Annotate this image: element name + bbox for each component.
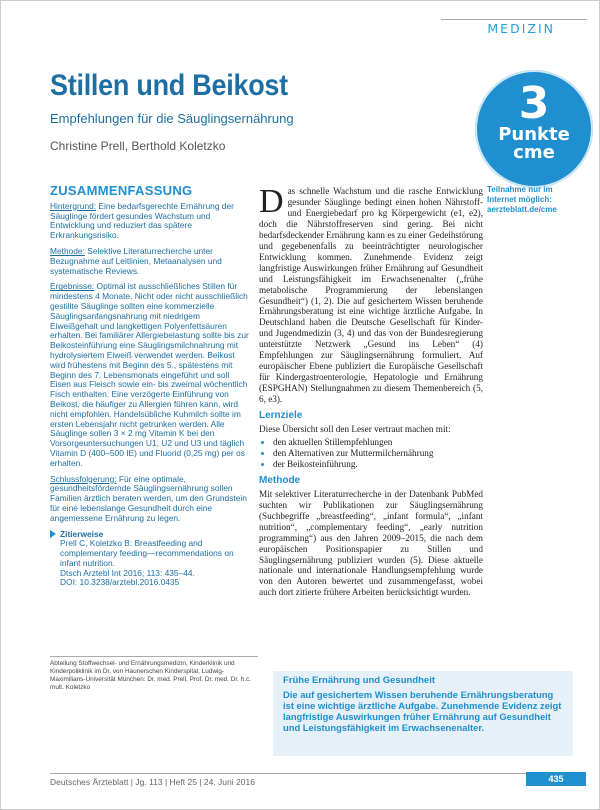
goals-list [259,437,483,470]
body-column [259,183,483,598]
page-number: 435 [526,772,586,786]
page-footer: Deutsches Ärzteblatt | Jg. 113 | Heft 25 | 24. Juni 2016 [50,773,586,787]
cme-points-label: Punkte [498,124,570,145]
citation-heading: Zitierweise [60,528,104,539]
summary-column [50,183,250,588]
list-item: • der Beikosteinführung. [273,459,483,470]
section-label: MEDIZIN [487,21,555,36]
intro-paragraph: Das schnelle Wachstum und die rasche Entwicklung gesunder Säuglinge bedingt einen hohen Nährstoff- und Energiebedarf pro kg Körpergewicht (e1, e2), doch die Nährstoffreserven sind gering. Bei nicht bedarfsdeckender Ernährung kann es zu einer Gedeihstörung und gegebenenfalls zu beeinträchtigter neurologischer Entwicklung kommen. Zunehmende Evidenz zeigt langfristige Auswirkungen früher Ernährung auf Gesundheit und Leistungsfähigkeit im Erwachsenenalter („frühe metabolische Programmierung der lebenslangen Gesundheit“) (1, 2). Die auf gesichertem Wissen beruhende Ernährungsberatung ist eine wichtige ärztliche Aufgabe. In Deutschland haben die Deutsche Gesellschaft für Kinder- und Jugendmedizin (3, 4) und das von der Bundesregierung unterstützte Netzwerk „Gesund ins Leben“ (4) Empfehlungen zur Säuglingsernährung formuliert. Auf europäischer Ebene publiziert die Europäische Gesellschaft für Kindergastroenterologie, Hepatologie und Ernährung (ESPGHAN) Stellungnahmen zu diesem Themenbereich (5, 6, e3). [259,183,483,405]
list-item: • den aktuellen Stillempfehlungen [273,437,483,448]
cme-label: cme [513,142,555,163]
citation-text: Prell C, Koletzko B: Breastfeeding and complementary feeding—recommendations on infant nutrition. [60,538,234,568]
cme-points-number: 3 [518,78,550,129]
callout-heading: Frühe Ernährung und Gesundheit [283,675,435,686]
drop-cap: D [259,183,284,220]
method-heading: Methode [259,474,301,486]
summary-conclusion: Schlussfolgerung: Für eine optimale, gesundheitsfördernde Säuglingsernährung sollen Familien ärztlich beraten werden, um den Grundstein für eine lebenslange Gesundheit durch eine angemessene Ernährung zu legen. [50,473,247,523]
article-subtitle: Empfehlungen für die Säuglingsernährung [50,111,294,126]
cme-note: Teilnahme nur im Internet möglich: aerzteblatt.de/cme [487,185,557,214]
list-item: • den Alternativen zur Muttermilchernährung [273,448,483,459]
cme-link[interactable]: aerzteblatt.de/cme [487,205,557,214]
triangle-bullet-icon [50,530,56,538]
article-title: Stillen und Beikost [50,69,288,102]
article-authors: Christine Prell, Berthold Koletzko [50,139,226,153]
citation-journal: Dtsch Arztebl Int 2016; 113: 435–44. [60,567,195,578]
affiliation-note: Abteilung Stoffwechsel- und Ernährungsmedizin, Kinderklinik und Kinderpoliklinik im Dr. von Haunerschen Kinderspital, Ludwig-Maximilians-Universität München: Dr. med. Prell, Prof. Dr. med. Dr. h.c. mult. Koletzko [50,656,258,692]
summary-heading: ZUSAMMENFASSUNG [50,183,193,198]
summary-results: Ergebnisse: Optimal ist ausschließliches Stillen für mindestens 4 Monate. Nicht oder nicht ausschließlich gestillte Säuglinge sollten eine kommerzielle Säuglingsanfangsnahrung mit niedrigem Eiweißgehalt und langkettigen Polyenfettsäuren erhalten. Bei familiärer Allergiebelastung sollte bis zur Beikosteinführung eine Säuglingsmilchnahrung mit hydrolysiertem Eiweiß verwendet werden. Beikost wird frühestens mit Beginn des 5., spätestens mit Beginn des 7. Lebensmonats eingeführt und soll Eisen aus Fleisch sowie ein- bis zweimal wöchentlich Fisch enthalten. Eine verzögerte Einführung von Beikost, die häufiger zu Allergien führen kann, wird nicht empfohlen. Handelsübliche Kuhmilch sollte im ersten Lebensjahr nicht getrunken werden. Alle Säuglinge sollen 3 × 2 mg Vitamin K bei den Vorsorgeuntersuchungen U1, U2 und U3 und täglich Vitamin D (400–500 IE) und Fluorid (0,25 mg) per os erhalten. [50,281,249,468]
goals-heading: Lernziele [259,410,303,422]
section-header [441,19,587,42]
citation-block [50,530,250,589]
citation-doi[interactable]: DOI: 10.3238/arztebl.2016.0435 [60,577,180,588]
cme-badge [475,70,593,188]
summary-background: Hintergrund: Eine bedarfsgerechte Ernährung der Säuglinge fördert gesundes Wachstum und Entwicklung und reduziert das spätere Erkrankungsrisiko. [50,200,234,241]
method-paragraph: Mit selektiver Literaturrecherche in der Datenbank PubMed suchten wir Publikationen zur Säuglingsernährung (Suchbegriffe „breastfeeding“, „infant formula“, „infant nutrition“, „complementary feeding“, „early nutrition programming“) aus den Jahren 2009–2015, die nach dem europäischen Positionspapier zu Stillen und Säuglingsernährung publiziert wurden (5). Diese aktuelle nationale und internationale Handlungsempfehlung wurde von den Autoren bewertet und zusammengefasst, wobei auch dort zitierte frühere Arbeiten berücksichtigt wurden. [259,488,483,598]
callout-text: Die auf gesichertem Wissen beruhende Ernährungsberatung ist eine wichtige ärztliche Aufgabe. Zunehmende Evidenz zeigt langfristige Auswirkungen früher Ernährung auf Gesundheit und Leistungsfähigkeit im Erwachsenenalter. [283,689,562,733]
summary-method: Methode: Selektive Literaturrecherche unter Bezugnahme auf Leitlinien, Metaanalysen und systematische Reviews. [50,245,222,276]
goals-intro: Diese Übersicht soll den Leser vertraut machen mit: [259,424,451,435]
callout-box [273,671,573,756]
